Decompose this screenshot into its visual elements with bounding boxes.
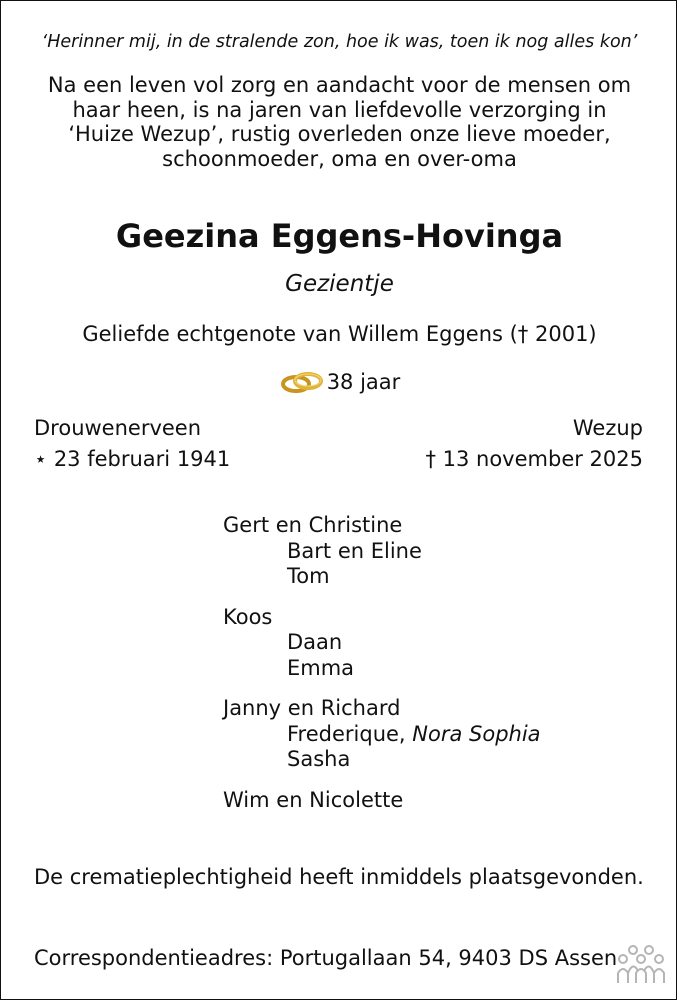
family-child: Bart en Eline — [287, 538, 422, 563]
family-parents: Janny en Richard — [223, 696, 401, 720]
marriage-years: 38 jaar — [326, 370, 401, 394]
deceased-name: Geezina Eggens-Hovinga — [115, 217, 564, 255]
intro-line: ‘Huize Wezup’, rustig overleden onze lieve moeder, — [68, 122, 611, 146]
nickname: Gezientje — [285, 271, 394, 297]
birth-date: ⋆ 23 februari 1941 — [34, 447, 231, 471]
family-parents: Gert en Christine — [223, 513, 403, 537]
marriage-duration — [1, 369, 677, 395]
people-group-logo-icon — [617, 943, 665, 985]
death-place: Wezup — [572, 416, 643, 440]
family-child: Sasha — [287, 747, 351, 771]
death-date: † 13 november 2025 — [425, 447, 643, 471]
family-child-name: Frederique, — [287, 721, 406, 746]
spouse-line: Geliefde echtgenote van Willem Eggens († 2001) — [82, 322, 597, 346]
intro-line: Na een leven vol zorg en aandacht voor de mensen om — [47, 73, 632, 97]
cremation-note: De crematieplechtigheid heeft inmiddels plaatsgevonden. — [34, 865, 644, 889]
family-child: Daan — [287, 630, 343, 654]
opening-quote: ‘Herinner mij, in de stralende zon, hoe ik was, toen ik nog alles kon’ — [41, 32, 638, 52]
intro-text — [1, 73, 677, 171]
correspondence-address: Correspondentieadres: Portugallaan 54, 9403 DS Assen — [34, 946, 618, 970]
birth-place: Drouwenerveen — [34, 416, 202, 440]
family-child: Tom — [287, 564, 330, 588]
family-child-italic: Nora Sophia — [412, 721, 541, 746]
family-parents: Koos — [223, 604, 273, 629]
intro-line: schoonmoeder, oma en over-oma — [162, 146, 517, 171]
wedding-rings-icon — [279, 369, 325, 395]
family-parents: Wim en Nicolette — [223, 787, 404, 812]
family-list — [223, 513, 541, 813]
family-child: Emma — [287, 655, 355, 680]
intro-line: haar heen, is na jaren van liefdevolle verzorging in — [72, 97, 607, 122]
family-child — [223, 722, 541, 748]
